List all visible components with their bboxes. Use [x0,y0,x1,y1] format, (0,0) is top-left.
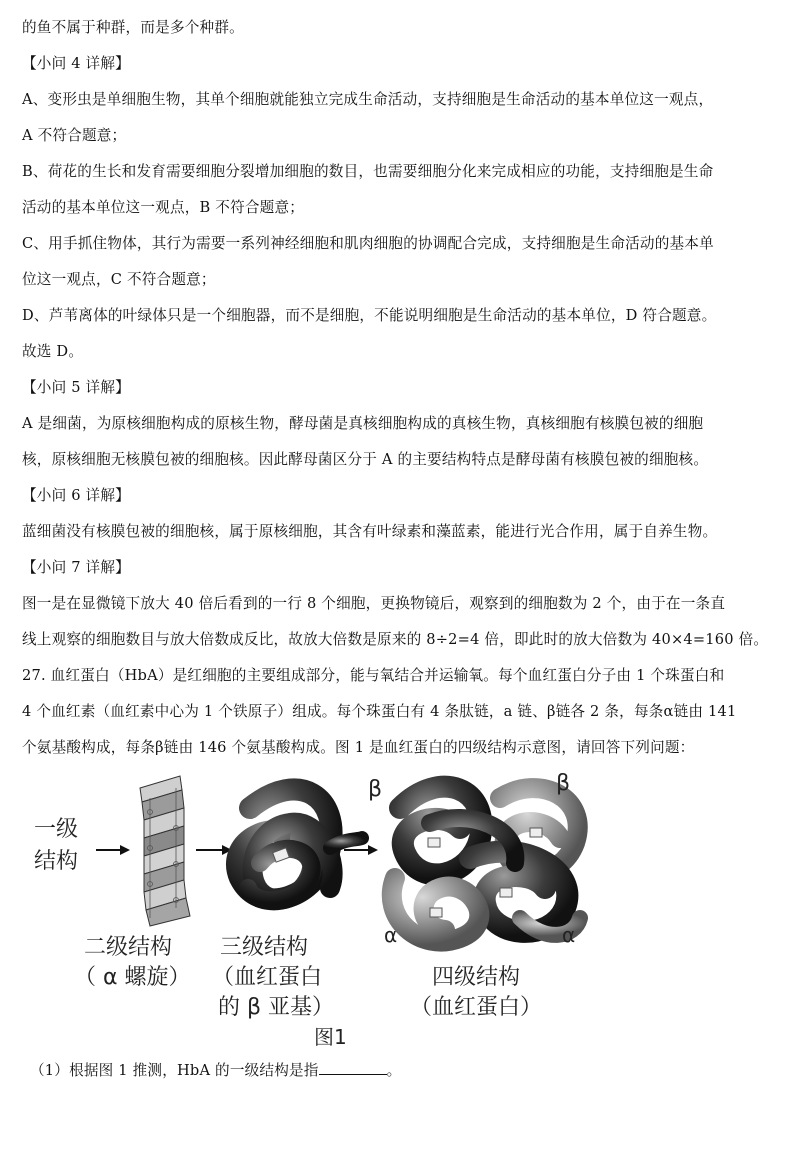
question-27-stem: 27. 血红蛋白（HbA）是红细胞的主要组成部分，能与氧结合并运输氧。每个血红蛋白分子由 1 个珠蛋白和 [22,667,725,684]
arrow-icon [196,845,232,855]
svg-text:三级结构: 三级结构 [220,935,309,960]
paragraph-line: 的鱼不属于种群，而是多个种群。 [22,19,244,36]
tertiary-structure-caption [212,935,334,1020]
answer-blank[interactable] [319,1060,387,1075]
paragraph-line: B、荷花的生长和发育需要细胞分裂增加细胞的数目，也需要细胞分化来完成相应的功能，支持细胞是生命 [22,163,714,180]
beta-label-left: β [368,777,383,802]
paragraph-line: C、用手抓住物体，其行为需要一系列神经细胞和肌肉细胞的协调配合完成，支持细胞是生命活动的基本单 [22,235,714,252]
paragraph-line: 位这一观点，C 不符合题意； [22,271,216,288]
svg-text:的 β 亚基）: 的 β 亚基） [218,995,335,1020]
beta-label-right: β [556,771,571,796]
figure-caption: 图1 [314,1025,347,1049]
section-heading-q5: 【小问 5 详解】 [22,379,130,396]
section-heading-q6: 【小问 6 详解】 [22,487,130,504]
hemoglobin-structure-figure [0,768,800,1058]
paragraph-line: 核，原核细胞无核膜包被的细胞核。因此酵母菌区分于 A 的主要结构特点是酵母菌有核膜包被的细胞核。 [22,451,709,468]
primary-structure-label [34,817,78,874]
svg-text:（血红蛋白: （血红蛋白 [212,965,323,990]
paragraph-line: A、变形虫是单细胞生物，其单个细胞就能独立完成生命活动，支持细胞是生命活动的基本单位这一观点， [22,91,714,108]
section-heading-q7: 【小问 7 详解】 [22,559,130,576]
paragraph-line: A 是细菌，为原核细胞构成的原核生物，酵母菌是真核细胞构成的真核生物，真核细胞有核膜包被的细胞 [22,415,704,432]
alpha-label-right: α [562,923,576,947]
beta-subunit-model [237,789,362,900]
question-1 [30,1060,790,1081]
svg-text:二级结构: 二级结构 [84,935,173,960]
alpha-label-left: α [384,923,398,947]
svg-text:一级: 一级 [34,817,79,842]
paragraph-line: 线上观察的细胞数目与放大倍数成反比，故放大倍数是原来的 8÷2=4 倍，即此时的放大倍数为 40×4=160 倍。 [22,631,769,648]
hemoglobin-tetramer-model [392,787,580,942]
svg-text:（ α 螺旋）: （ α 螺旋） [74,965,191,990]
paragraph-line: D、芦苇离体的叶绿体只是一个细胞器，而不是细胞，不能说明细胞是生命活动的基本单位，D 符合题意。 [22,307,717,324]
paragraph-line: 4 个血红素（血红素中心为 1 个铁原子）组成。每个珠蛋白有 4 条肽链，a 链、β链各 2 条，每条α链由 141 [22,703,737,720]
paragraph-line: 蓝细菌没有核膜包被的细胞核，属于原核细胞，其含有叶绿素和藻蓝素，能进行光合作用，属于自养生物。 [22,523,718,540]
paragraph-line: 个氨基酸构成，每条β链由 146 个氨基酸构成。图 1 是血红蛋白的四级结构示意图，请回答下列问题： [22,739,695,756]
quaternary-structure-caption [410,965,542,1020]
paragraph-line: 故选 D。 [22,343,84,360]
paragraph-line: 活动的基本单位这一观点，B 不符合题意； [22,199,305,216]
svg-text:结构: 结构 [34,849,79,874]
question-1-text: （1）根据图 1 推测，HbA 的一级结构是指 [30,1062,319,1079]
svg-text:（血红蛋白）: （血红蛋白） [410,995,543,1020]
secondary-structure-caption [74,935,191,990]
section-heading-q4: 【小问 4 详解】 [22,55,130,72]
alpha-helix-ribbon [140,776,190,926]
arrow-icon [96,845,130,855]
question-1-end: 。 [386,1062,402,1079]
paragraph-line: 图一是在显微镜下放大 40 倍后看到的一行 8 个细胞，更换物镜后，观察到的细胞数为 2 个，由于在一条直 [22,595,726,612]
paragraph-line: A 不符合题意； [22,127,127,144]
svg-text:四级结构: 四级结构 [432,965,521,990]
